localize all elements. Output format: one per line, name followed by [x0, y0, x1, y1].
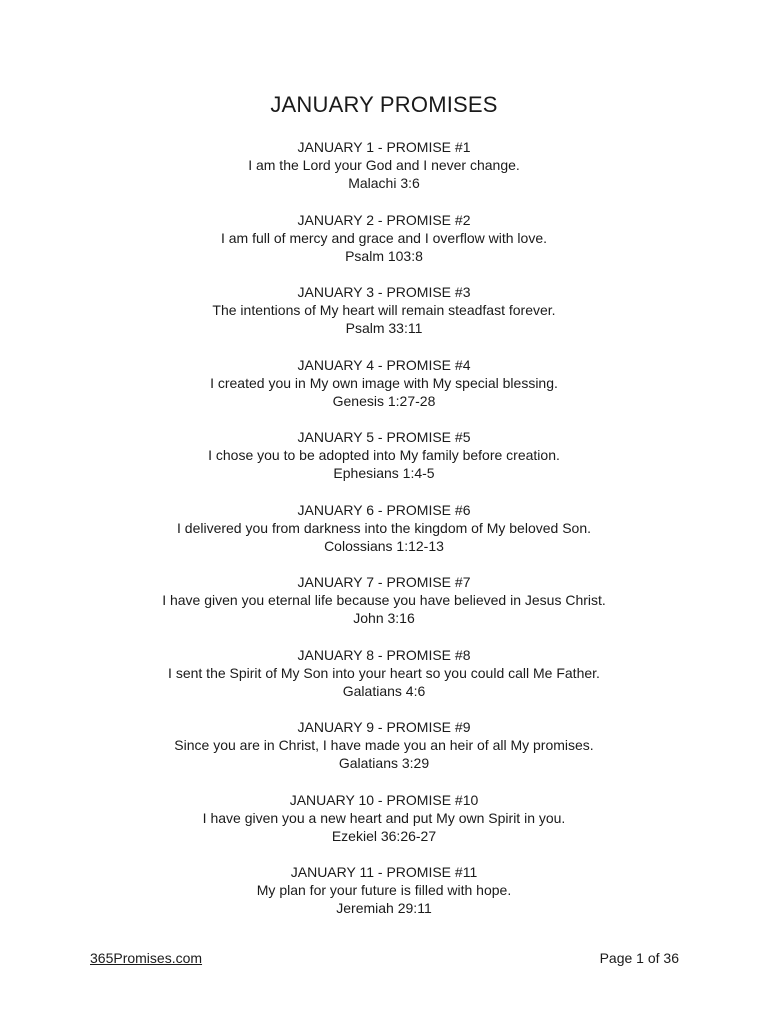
- promise-entry: [0, 573, 768, 646]
- promise-reference: Galatians 4:6: [342, 682, 426, 699]
- promise-text: I have given you eternal life because you have believed in Jesus Christ.: [162, 592, 606, 608]
- site-link[interactable]: 365Promises.com: [90, 950, 203, 966]
- promise-heading: JANUARY 3 - PROMISE #3: [297, 284, 471, 300]
- promise-list: [0, 138, 768, 936]
- promise-text: I delivered you from darkness into the kingdom of My beloved Son.: [177, 519, 591, 536]
- promise-heading: JANUARY 1 - PROMISE #1: [297, 139, 471, 155]
- promise-entry: [0, 211, 768, 284]
- promise-text: I created you in My own image with My special blessing.: [210, 374, 558, 391]
- promise-text: I sent the Spirit of My Son into your heart so you could call Me Father.: [168, 664, 600, 681]
- page-number: Page 1 of 36: [599, 950, 679, 966]
- promise-reference: Ezekiel 36:26-27: [331, 827, 437, 844]
- promise-reference: Psalm 33:11: [345, 320, 423, 336]
- promise-text: The intentions of My heart will remain steadfast forever.: [212, 302, 556, 318]
- promise-entry: [0, 138, 768, 211]
- promise-heading: JANUARY 4 - PROMISE #4: [297, 356, 471, 373]
- promise-reference: Galatians 3:29: [338, 755, 430, 771]
- promise-entry: [0, 428, 768, 501]
- promise-heading: JANUARY 5 - PROMISE #5: [297, 429, 471, 445]
- promise-heading: JANUARY 11 - PROMISE #11: [290, 864, 478, 880]
- promise-heading: JANUARY 6 - PROMISE #6: [297, 501, 471, 518]
- promise-heading: JANUARY 7 - PROMISE #7: [297, 574, 471, 590]
- promise-reference: Psalm 103:8: [345, 247, 423, 264]
- promise-text: I am full of mercy and grace and I overflow with love.: [220, 229, 548, 246]
- promise-text: I have given you a new heart and put My own Spirit in you.: [202, 809, 566, 826]
- promise-entry: [0, 356, 768, 429]
- promise-reference: Genesis 1:27-28: [332, 392, 436, 409]
- page-title: JANUARY PROMISES: [270, 92, 498, 117]
- promise-heading: JANUARY 2 - PROMISE #2: [297, 211, 471, 228]
- promise-text: My plan for your future is filled with hope.: [256, 882, 512, 898]
- promise-entry: [0, 863, 768, 936]
- promise-text: Since you are in Christ, I have made you an heir of all My promises.: [174, 737, 594, 753]
- promise-text: I chose you to be adopted into My family before creation.: [208, 447, 560, 463]
- promise-entry: [0, 791, 768, 864]
- promise-reference: Colossians 1:12-13: [324, 537, 444, 554]
- promise-entry: [0, 646, 768, 719]
- promise-heading: JANUARY 9 - PROMISE #9: [297, 719, 471, 735]
- promise-reference: John 3:16: [353, 610, 415, 626]
- promise-reference: Jeremiah 29:11: [336, 900, 432, 916]
- promise-reference: Malachi 3:6: [348, 175, 420, 191]
- promise-heading: JANUARY 8 - PROMISE #8: [297, 646, 471, 663]
- promise-entry: [0, 718, 768, 791]
- promise-heading: JANUARY 10 - PROMISE #10: [289, 791, 479, 808]
- promise-entry: [0, 501, 768, 574]
- promise-reference: Ephesians 1:4-5: [333, 465, 435, 481]
- promise-entry: [0, 283, 768, 356]
- promise-text: I am the Lord your God and I never change.: [248, 157, 520, 173]
